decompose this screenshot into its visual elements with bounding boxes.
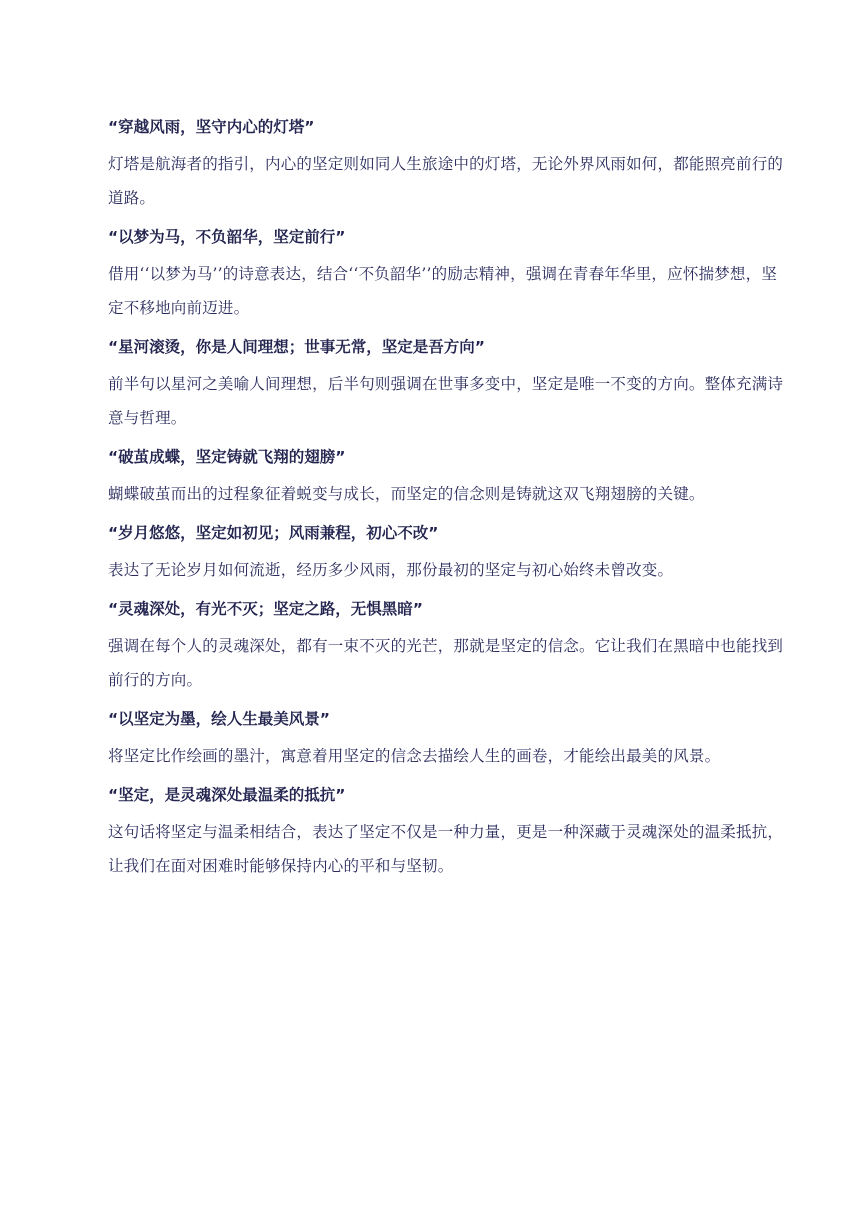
quote-entry (108, 519, 784, 587)
quote-title: “星河滚烫，你是人间理想；世事无常，坚定是吾方向” (108, 338, 485, 356)
quote-entry (108, 443, 784, 511)
quote-explanation: 前半句以星河之美喻人间理想，后半句则强调在世事多变中，坚定是唯一不变的方向。整体充满诗意与哲理。 (108, 375, 784, 427)
quote-explanation: 表达了无论岁月如何流逝，经历多少风雨，那份最初的坚定与初心始终未曾改变。 (108, 561, 674, 579)
quote-title: “穿越风雨，坚守内心的灯塔” (108, 118, 315, 136)
quote-title: “坚定，是灵魂深处最温柔的抵抗” (108, 786, 346, 804)
quote-explanation: 灯塔是航海者的指引，内心的坚定则如同人生旅途中的灯塔，无论外界风雨如何，都能照亮前行的道路。 (108, 155, 784, 207)
document-page (108, 113, 784, 891)
quote-explanation: 蝴蝶破茧而出的过程象征着蜕变与成长，而坚定的信念则是铸就这双飞翔翅膀的关键。 (108, 485, 705, 503)
quote-title: “灵魂深处，有光不灭；坚定之路，无惧黑暗” (108, 600, 423, 618)
quote-title: “以梦为马，不负韶华，坚定前行” (108, 228, 346, 246)
quote-entry (108, 113, 784, 215)
quote-entry (108, 781, 784, 883)
quote-title: “以坚定为墨，绘人生最美风景” (108, 710, 330, 728)
quote-entry (108, 333, 784, 435)
quote-explanation: 将坚定比作绘画的墨汁，寓意着用坚定的信念去描绘人生的画卷，才能绘出最美的风景。 (108, 747, 721, 765)
quote-explanation: 借用‘‘以梦为马’’的诗意表达，结合‘‘不负韶华’’的励志精神，强调在青春年华里，应怀揣梦想，坚定不移地向前迈进。 (108, 265, 778, 317)
quote-title: “岁月悠悠，坚定如初见；风雨兼程，初心不改” (108, 524, 439, 542)
quote-entry (108, 223, 784, 325)
quote-entry (108, 595, 784, 697)
quote-title: “破茧成蝶，坚定铸就飞翔的翅膀” (108, 448, 346, 466)
quote-entry (108, 705, 784, 773)
quote-explanation: 这句话将坚定与温柔相结合，表达了坚定不仅是一种力量，更是一种深藏于灵魂深处的温柔抵抗，让我们在面对困难时能够保持内心的平和与坚韧。 (108, 823, 784, 875)
quote-explanation: 强调在每个人的灵魂深处，都有一束不灭的光芒，那就是坚定的信念。它让我们在黑暗中也能找到前行的方向。 (108, 637, 784, 689)
